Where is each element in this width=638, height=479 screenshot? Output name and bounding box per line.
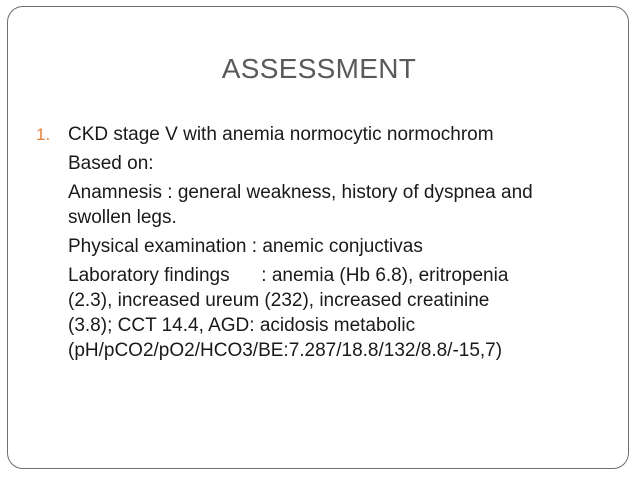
list-item: [36, 122, 616, 363]
lab-findings-line-cont-2: (3.8); CCT 14.4, AGD: acidosis metabolic: [68, 315, 416, 336]
diagnosis-line: CKD stage V with anemia normocytic normochrom: [68, 124, 494, 145]
physical-exam-line: Physical examination : anemic conjuctivas: [68, 236, 423, 257]
lab-findings-line-cont-1: (2.3), increased ureum (232), increased creatinine: [68, 290, 490, 311]
list-item-number: 1.: [36, 125, 51, 144]
lab-findings-line-cont-3: (pH/pCO2/pO2/HCO3/BE:7.287/18.8/132/8.8/-15,7): [68, 340, 503, 361]
anamnesis-line: Anamnesis : general weakness, history of dyspnea and: [68, 182, 533, 203]
anamnesis-line-cont: swollen legs.: [68, 207, 177, 228]
slide-title: ASSESSMENT: [221, 53, 417, 84]
assessment-list: [36, 122, 616, 363]
based-on-line: Based on:: [68, 153, 154, 174]
lab-findings-line: Laboratory findings : anemia (Hb 6.8), eritropenia: [68, 265, 509, 286]
